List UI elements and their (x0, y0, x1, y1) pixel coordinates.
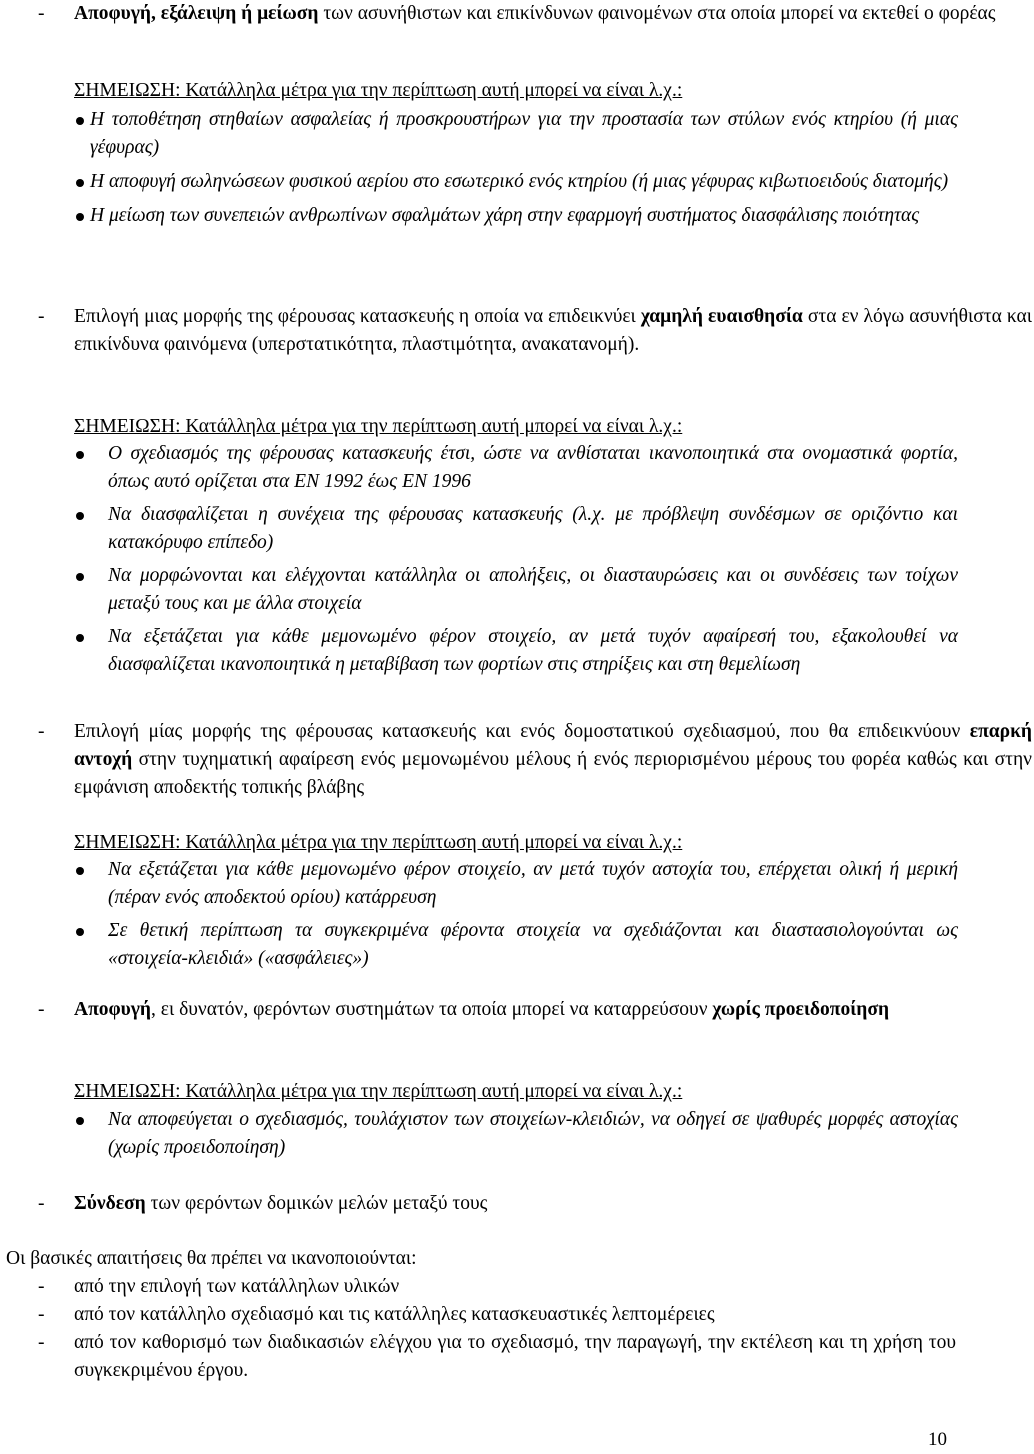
list-item: Να εξετάζεται για κάθε μεμονωμένο φέρον στοιχείο, αν μετά τυχόν αφαίρεσή του, εξακολουθεί να διασφαλίζεται ικανοποιητικά η μεταβίβαση των φορτίων στις στηρίξεις και στη θεμελίωση (0, 623, 960, 679)
bullet-icon (76, 179, 84, 187)
bullet-icon (76, 867, 84, 875)
dash-marker: - (38, 1304, 45, 1325)
item-text: των ασυνήθιστων και επικίνδυνων φαινομένων στα οποία μπορεί να εκτεθεί ο φορέας (318, 3, 996, 24)
item-connection: - Σύνδεση των φερόντων δομικών μελών μεταξύ τους (0, 1190, 1034, 1218)
item-bold: επαρκή αντοχή (74, 721, 1032, 770)
dash-marker: - (38, 306, 45, 327)
note-1 (0, 77, 954, 105)
bullet-list-4 (0, 1106, 960, 1162)
note-text: Κατάλληλα μέτρα για την περίπτωση αυτή μπορεί να είναι λ.χ.: (180, 832, 683, 853)
list-item: Η τοποθέτηση στηθαίων ασφαλείας ή προσκρουστήρων για την προστασία των στύλων ενός κτηρίου (ή μιας γέφυρας) (0, 106, 960, 162)
item-avoid-collapse: - Αποφυγή, ει δυνατόν, φερόντων συστημάτων τα οποία μπορεί να καταρρεύσουν χωρίς προειδοποίηση (0, 996, 1034, 1024)
dash-marker: - (38, 1193, 45, 1214)
item-bold: Αποφυγή, εξάλειψη ή μείωση (74, 3, 319, 24)
requirements-list (0, 1273, 958, 1385)
list-item: Να μορφώνονται και ελέγχονται κατάλληλα οι απολήξεις, οι διασταυρώσεις και οι συνδέσεις των τοίχων μεταξύ τους και με άλλα στοιχεία (0, 562, 960, 618)
note-2 (0, 413, 954, 441)
item-bold: Αποφυγή (74, 999, 152, 1020)
note-label: ΣΗΜΕΙΩΣΗ: (74, 80, 181, 101)
requirement-item: - από τον κατάλληλο σχεδιασμό και τις κατάλληλες κατασκευαστικές λεπτομέρειες (0, 1301, 958, 1329)
requirements-intro: Οι βασικές απαιτήσεις θα πρέπει να ικανοποιούνται: (6, 1248, 417, 1269)
note-4 (0, 1078, 954, 1106)
note-label: ΣΗΜΕΙΩΣΗ: (74, 832, 181, 853)
bullet-list-1 (0, 106, 960, 230)
note-label: ΣΗΜΕΙΩΣΗ: (74, 416, 181, 437)
bullet-icon (76, 634, 84, 642)
dash-marker: - (38, 721, 45, 742)
dash-marker: - (38, 1332, 45, 1353)
requirement-item: - από τον καθορισμό των διαδικασιών ελέγχου για το σχεδιασμό, την παραγωγή, την εκτέλεση και τη χρήση του συγκεκριμένου έργου. (0, 1329, 958, 1385)
item-bold-2: χωρίς προειδοποίηση (712, 999, 890, 1020)
note-3 (0, 829, 954, 857)
bullet-icon (76, 213, 84, 221)
item-bold: Σύνδεση (74, 1193, 146, 1214)
note-label: ΣΗΜΕΙΩΣΗ: (74, 1081, 181, 1102)
list-item: Να εξετάζεται για κάθε μεμονωμένο φέρον στοιχείο, αν μετά τυχόν αστοχία του, επέρχεται ολική ή μερική (πέραν ενός αποδεκτού ορίου) κατάρρευση (0, 856, 960, 912)
item-low-sensitivity: - Επιλογή μιας μορφής της φέρουσας κατασκευής η οποία να επιδεικνύει χαμηλή ευαισθησία στα εν λόγω ασυνήθιστα και επικίνδυνα φαινόμενα (υπερστατικότητα, πλαστιμότητα, ανακατανομή). (0, 303, 1034, 359)
bullet-list-2 (0, 440, 960, 679)
requirement-item: - από την επιλογή των κατάλληλων υλικών (0, 1273, 958, 1301)
dash-marker: - (38, 1276, 45, 1297)
page-number: 10 (928, 1429, 947, 1450)
bullet-icon (76, 512, 84, 520)
bullet-icon (76, 1117, 84, 1125)
dash-marker: - (38, 999, 45, 1020)
dash-marker: - (38, 3, 45, 24)
bullet-list-3 (0, 856, 960, 973)
list-item: Σε θετική περίπτωση τα συγκεκριμένα φέροντα στοιχεία να σχεδιάζονται και διαστασιολογούνται ως «στοιχεία-κλειδιά» («ασφάλειες») (0, 917, 960, 973)
note-text: Κατάλληλα μέτρα για την περίπτωση αυτή μπορεί να είναι λ.χ.: (180, 80, 683, 101)
note-text: Κατάλληλα μέτρα για την περίπτωση αυτή μπορεί να είναι λ.χ.: (180, 416, 683, 437)
item-avoidance (0, 0, 1034, 28)
list-item: Η μείωση των συνεπειών ανθρωπίνων σφαλμάτων χάρη στην εφαρμογή συστήματος διασφάλισης ποιότητας (0, 202, 960, 230)
list-item: Να αποφεύγεται ο σχεδιασμός, τουλάχιστον των στοιχείων-κλειδιών, να οδηγεί σε ψαθυρές μορφές αστοχίας (χωρίς προειδοποίηση) (0, 1106, 960, 1162)
bullet-icon (76, 573, 84, 581)
item-bold: χαμηλή ευαισθησία (640, 306, 803, 327)
item-adequate-resistance: - Επιλογή μίας μορφής της φέρουσας κατασκευής και ενός δομοστατικού σχεδιασμού, που θα επιδεικνύουν επαρκή αντοχή στην τυχηματική αφαίρεση ενός μεμονωμένου μέλους ή ενός περιορισμένου μέρους του φορέα καθώς και στην εμφάνιση αποδεκτής τοπικής βλάβης (0, 718, 1034, 802)
bullet-icon (76, 451, 84, 459)
list-item: Η αποφυγή σωληνώσεων φυσικού αερίου στο εσωτερικό ενός κτηρίου (ή μιας γέφυρας κιβωτιοειδούς διατομής) (0, 168, 960, 196)
bullet-icon (76, 928, 84, 936)
list-item: Να διασφαλίζεται η συνέχεια της φέρουσας κατασκευής (λ.χ. με πρόβλεψη συνδέσμων σε οριζόντιο και κατακόρυφο επίπεδο) (0, 501, 960, 557)
note-text: Κατάλληλα μέτρα για την περίπτωση αυτή μπορεί να είναι λ.χ.: (180, 1081, 683, 1102)
list-item: Ο σχεδιασμός της φέρουσας κατασκευής έτσι, ώστε να ανθίσταται ικανοποιητικά στα ονομαστικά φορτία, όπως αυτό ορίζεται στα ΕΝ 1992 έως ΕΝ 1996 (0, 440, 960, 496)
bullet-icon (76, 117, 84, 125)
